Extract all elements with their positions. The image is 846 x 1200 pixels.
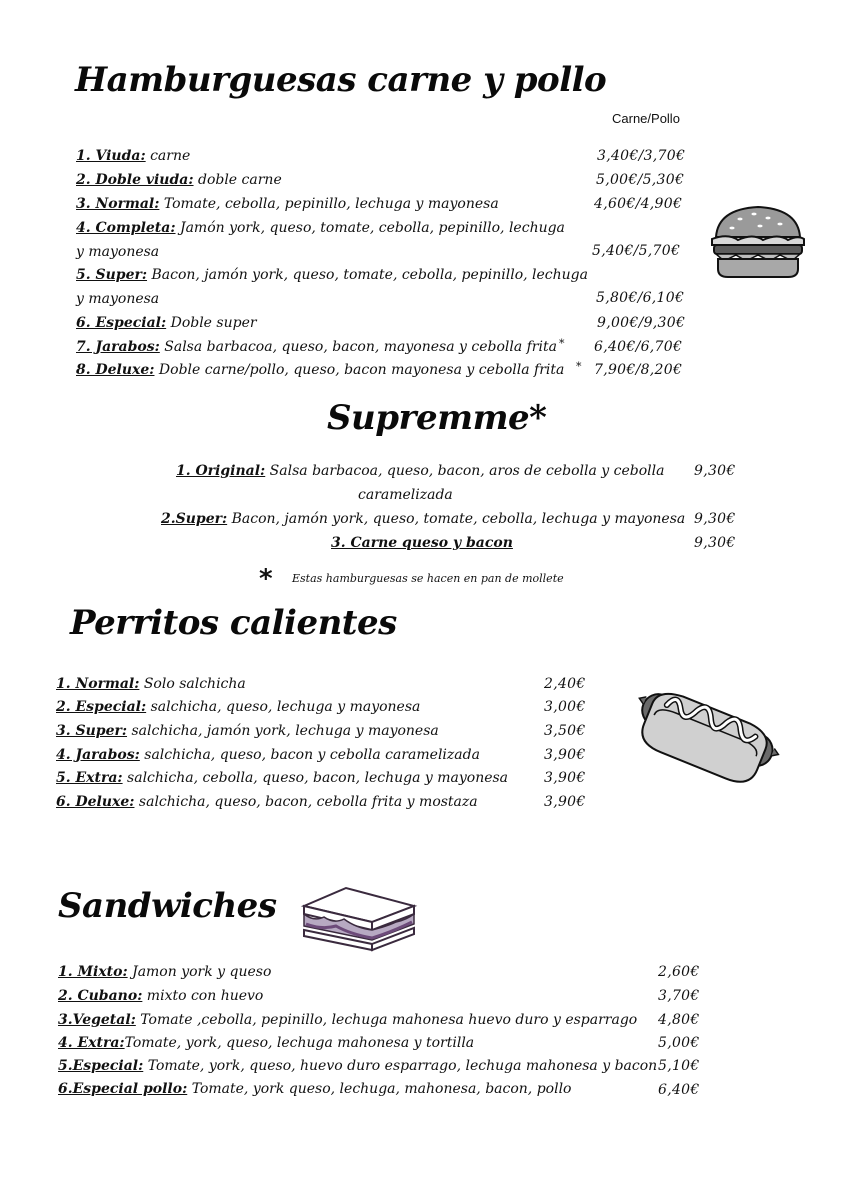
burger-item-4: 4. Completa: Jamón york, queso, tomate, cebolla, pepinillo, lechuga [76,220,565,236]
burger-icon [708,203,808,281]
burger-item-7-mark: * [559,337,565,350]
sandwich-item-3: 3.Vegetal: Tomate ,cebolla, pepinillo, lechuga mahonesa huevo duro y esparrago [58,1012,638,1028]
hotdog-price-6: 3,90€ [544,794,586,810]
burger-item-2: 2. Doble viuda: doble carne [76,172,282,188]
supremme-item-2: 2.Super: Bacon, jamón york, queso, tomate, cebolla, lechuga y mayonesa [161,511,686,527]
supremme-title: Supremme* [327,398,547,438]
supremme-price-1: 9,30€ [694,463,736,479]
sandwich-icon [300,884,418,954]
supremme-price-2: 9,30€ [694,511,736,527]
sandwich-price-5: 5,10€ [658,1058,700,1074]
sandwich-price-2: 3,70€ [658,988,700,1004]
sandwich-item-6: 6.Especial pollo: Tomate, york queso, lechuga, mahonesa, bacon, pollo [58,1081,572,1097]
hotdog-item-6: 6. Deluxe: salchicha, queso, bacon, cebolla frita y mostaza [56,794,478,810]
burger-price-1: 3,40€/3,70€ [597,148,686,164]
supremme-note: Estas hamburguesas se hacen en pan de mollete [292,572,564,585]
burger-item-1: 1. Viuda: carne [76,148,191,164]
hotdog-price-4: 3,90€ [544,747,586,763]
hotdog-price-1: 2,40€ [544,676,586,692]
burger-item-3: 3. Normal: Tomate, cebolla, pepinillo, lechuga y mayonesa [76,196,499,212]
burger-price-8: 7,90€/8,20€ [594,362,683,378]
burger-item-6: 6. Especial: Doble super [76,315,257,331]
hotdog-item-1: 1. Normal: Solo salchicha [56,676,246,692]
hotdog-item-4: 4. Jarabos: salchicha, queso, bacon y cebolla caramelizada [56,747,480,763]
burger-price-7: 6,40€/6,70€ [594,339,683,355]
hotdog-price-3: 3,50€ [544,723,586,739]
burgers-column-header: Carne/Pollo [612,111,680,126]
supremme-item-1-cont: caramelizada [358,487,453,503]
sandwich-price-3: 4,80€ [658,1012,700,1028]
sandwiches-title: Sandwiches [58,886,277,926]
hotdog-icon [632,676,782,786]
burger-price-6: 9,00€/9,30€ [597,315,686,331]
hotdog-price-5: 3,90€ [544,770,586,786]
sandwich-item-2: 2. Cubano: mixto con huevo [58,988,264,1004]
hotdog-item-2: 2. Especial: salchicha, queso, lechuga y mayonesa [56,699,421,715]
burger-item-5: 5. Super: Bacon, jamón york, queso, tomate, cebolla, pepinillo, lechuga [76,267,588,283]
sandwich-item-5: 5.Especial: Tomate, york, queso, huevo duro esparrago, lechuga mahonesa y bacon [58,1058,658,1074]
sandwich-price-6: 6,40€ [658,1082,700,1098]
supremme-item-3: 3. Carne queso y bacon [331,535,513,551]
burger-price-3: 4,60€/4,90€ [594,196,683,212]
sandwich-item-1: 1. Mixto: Jamon york y queso [58,964,272,980]
burger-price-5: 5,80€/6,10€ [596,290,685,306]
burger-item-8: 8. Deluxe: Doble carne/pollo, queso, bacon mayonesa y cebolla frita [76,362,565,378]
sandwich-price-4: 5,00€ [658,1035,700,1051]
hotdogs-title: Perritos calientes [70,603,397,643]
hotdog-item-5: 5. Extra: salchicha, cebolla, queso, bacon, lechuga y mayonesa [56,770,509,786]
burger-item-8-mark: * [576,360,582,373]
burger-item-5-cont: y mayonesa [76,291,160,307]
burger-price-2: 5,00€/5,30€ [596,172,685,188]
supremme-item-1: 1. Original: Salsa barbacoa, queso, bacon, aros de cebolla y cebolla [176,463,665,479]
burgers-title: Hamburguesas carne y pollo [75,60,607,100]
sandwich-price-1: 2,60€ [658,964,700,980]
supremme-price-3: 9,30€ [694,535,736,551]
burger-price-4: 5,40€/5,70€ [592,243,681,259]
burger-item-7: 7. Jarabos: Salsa barbacoa, queso, bacon, mayonesa y cebolla frita [76,339,557,355]
hotdog-item-3: 3. Super: salchicha, jamón york, lechuga y mayonesa [56,723,439,739]
sandwich-item-4: 4. Extra:Tomate, york, queso, lechuga mahonesa y tortilla [58,1035,475,1051]
hotdog-price-2: 3,00€ [544,699,586,715]
burger-item-4-cont: y mayonesa [76,244,160,260]
note-star: * [259,564,273,594]
